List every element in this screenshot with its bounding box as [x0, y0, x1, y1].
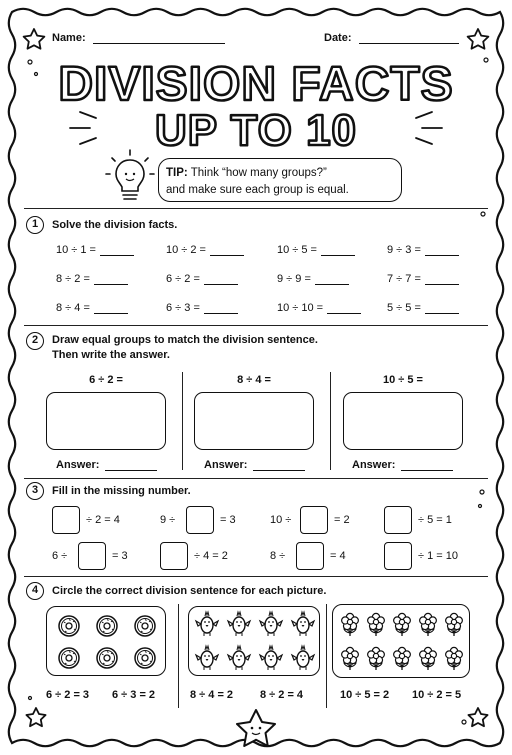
drawing-box[interactable]	[194, 392, 314, 450]
answer-line[interactable]	[321, 244, 355, 256]
missing-number-box[interactable]	[384, 506, 412, 534]
division-fact	[56, 273, 128, 285]
answer-line[interactable]	[425, 273, 459, 285]
answer-line[interactable]	[105, 459, 157, 471]
answer-line[interactable]	[425, 244, 459, 256]
bird-icon	[228, 612, 250, 636]
smiling-star-icon	[237, 710, 275, 746]
flower-icon	[342, 647, 359, 670]
section-number: 2	[26, 332, 44, 350]
section-title-line2: Then write the answer.	[52, 349, 170, 361]
donut-group	[47, 607, 167, 677]
bird-icon	[292, 612, 314, 636]
missing-number-box[interactable]	[52, 506, 80, 534]
flower-icon	[368, 647, 385, 670]
division-fact	[277, 244, 355, 256]
fact-text: 6 ÷ 2 =	[166, 273, 200, 285]
picture-box-birds	[188, 606, 320, 676]
answer-line[interactable]	[210, 244, 244, 256]
answer-field[interactable]	[56, 459, 157, 471]
equation-prefix: 9 ÷	[160, 514, 176, 526]
answer-line[interactable]	[327, 302, 361, 314]
answer-line[interactable]	[100, 244, 134, 256]
fact-text: 5 ÷ 5 =	[387, 302, 421, 314]
donut-icon	[59, 648, 79, 668]
equation-suffix: ÷ 2 = 4	[86, 514, 120, 526]
star-icon	[26, 708, 45, 726]
flower-icon	[420, 613, 437, 636]
equation-suffix: ÷ 4 = 2	[194, 550, 228, 562]
division-fact	[56, 302, 128, 314]
bird-icon	[260, 646, 282, 670]
bird-icon	[196, 612, 218, 636]
date-label: Date:	[324, 32, 352, 44]
division-sentence: 8 ÷ 4 =	[237, 374, 271, 386]
equation-suffix: = 2	[334, 514, 350, 526]
answer-line[interactable]	[204, 273, 238, 285]
fact-text: 10 ÷ 5 =	[277, 244, 317, 256]
choice-option[interactable]: 6 ÷ 3 = 2	[112, 689, 156, 701]
missing-number-box[interactable]	[296, 542, 324, 570]
missing-number-box[interactable]	[300, 506, 328, 534]
bird-group	[189, 607, 321, 677]
column-divider	[178, 604, 179, 708]
answer-line[interactable]	[94, 302, 128, 314]
bird-icon	[228, 646, 250, 670]
division-fact	[387, 273, 459, 285]
divider	[24, 325, 488, 326]
choice-option[interactable]: 10 ÷ 2 = 5	[412, 689, 462, 701]
division-sentence: 6 ÷ 2 =	[89, 374, 123, 386]
answer-line[interactable]	[401, 459, 453, 471]
missing-number-box[interactable]	[160, 542, 188, 570]
flower-icon	[394, 613, 411, 636]
missing-number-box[interactable]	[186, 506, 214, 534]
equation-suffix: ÷ 5 = 1	[418, 514, 452, 526]
divider	[24, 478, 488, 479]
name-label: Name:	[52, 32, 86, 44]
divider	[24, 208, 488, 209]
fact-text: 8 ÷ 2 =	[56, 273, 90, 285]
fact-text: 10 ÷ 10 =	[277, 302, 324, 314]
equation-prefix: 10 ÷	[270, 514, 292, 526]
division-fact	[166, 273, 238, 285]
flower-icon	[368, 613, 385, 636]
choice-option[interactable]: 6 ÷ 2 = 3	[46, 689, 90, 701]
flower-group	[333, 605, 471, 679]
bird-icon	[292, 646, 314, 670]
flower-icon	[420, 647, 437, 670]
missing-number-box[interactable]	[384, 542, 412, 570]
flower-icon	[342, 613, 359, 636]
picture-box-donuts	[46, 606, 166, 676]
flower-icon	[394, 647, 411, 670]
answer-field[interactable]	[204, 459, 305, 471]
tip-text-line1: Think “how many groups?”	[190, 167, 327, 179]
drawing-box[interactable]	[46, 392, 166, 450]
section-title-line1: Draw equal groups to match the division sentence.	[52, 334, 318, 346]
section-title: Circle the correct division sentence for each picture.	[52, 585, 327, 597]
flower-icon	[446, 647, 463, 670]
equation-prefix: 8 ÷	[270, 550, 286, 562]
column-divider	[326, 604, 327, 708]
choice-option[interactable]: 8 ÷ 2 = 4	[260, 689, 304, 701]
equation-suffix: ÷ 1 = 10	[418, 550, 458, 562]
equation-suffix: = 4	[330, 550, 346, 562]
division-fact	[166, 244, 244, 256]
donut-icon	[97, 648, 117, 668]
drawing-box[interactable]	[343, 392, 463, 450]
division-fact	[166, 302, 238, 314]
fact-text: 7 ÷ 7 =	[387, 273, 421, 285]
equation-prefix: 6 ÷	[52, 550, 68, 562]
section-number: 1	[26, 216, 44, 234]
missing-number-box[interactable]	[78, 542, 106, 570]
lightbulb-icon	[100, 148, 160, 208]
choice-option[interactable]: 10 ÷ 5 = 2	[340, 689, 390, 701]
division-sentence: 10 ÷ 5 =	[383, 374, 423, 386]
donut-icon	[135, 648, 155, 668]
section-number: 3	[26, 482, 44, 500]
donut-icon	[59, 616, 79, 636]
answer-label: Answer:	[56, 459, 100, 471]
title-line2: UP TO 10	[154, 106, 358, 155]
tip-text	[166, 165, 349, 199]
fact-text: 6 ÷ 3 =	[166, 302, 200, 314]
division-fact	[56, 244, 134, 256]
fact-text: 10 ÷ 2 =	[166, 244, 206, 256]
section-title	[52, 333, 318, 363]
division-fact	[277, 273, 349, 285]
fact-text: 9 ÷ 3 =	[387, 244, 421, 256]
section-title: Solve the division facts.	[52, 219, 178, 231]
choice-option[interactable]: 8 ÷ 4 = 2	[190, 689, 234, 701]
picture-box-flowers	[332, 604, 470, 678]
answer-field[interactable]	[352, 459, 453, 471]
fact-text: 10 ÷ 1 =	[56, 244, 96, 256]
tip-label: TIP:	[166, 167, 188, 179]
donut-icon	[97, 616, 117, 636]
division-fact	[387, 302, 459, 314]
equation-suffix: = 3	[220, 514, 236, 526]
division-fact	[277, 302, 361, 314]
tip-text-line2: and make sure each group is equal.	[166, 184, 349, 196]
answer-line[interactable]	[253, 459, 305, 471]
section-number: 4	[26, 582, 44, 600]
column-divider	[182, 372, 183, 470]
equation-suffix: = 3	[112, 550, 128, 562]
answer-line[interactable]	[94, 273, 128, 285]
fact-text: 8 ÷ 4 =	[56, 302, 90, 314]
answer-line[interactable]	[204, 302, 238, 314]
star-icon	[468, 708, 487, 726]
answer-label: Answer:	[204, 459, 248, 471]
division-fact	[387, 244, 459, 256]
bird-icon	[260, 612, 282, 636]
column-divider	[330, 372, 331, 470]
fact-text: 9 ÷ 9 =	[277, 273, 311, 285]
answer-line[interactable]	[315, 273, 349, 285]
answer-label: Answer:	[352, 459, 396, 471]
answer-line[interactable]	[425, 302, 459, 314]
title-line1: DIVISION FACTS	[58, 58, 454, 111]
divider	[24, 576, 488, 577]
page-title	[0, 0, 512, 160]
donut-icon	[135, 616, 155, 636]
bird-icon	[196, 646, 218, 670]
flower-icon	[446, 613, 463, 636]
section-title: Fill in the missing number.	[52, 485, 191, 497]
